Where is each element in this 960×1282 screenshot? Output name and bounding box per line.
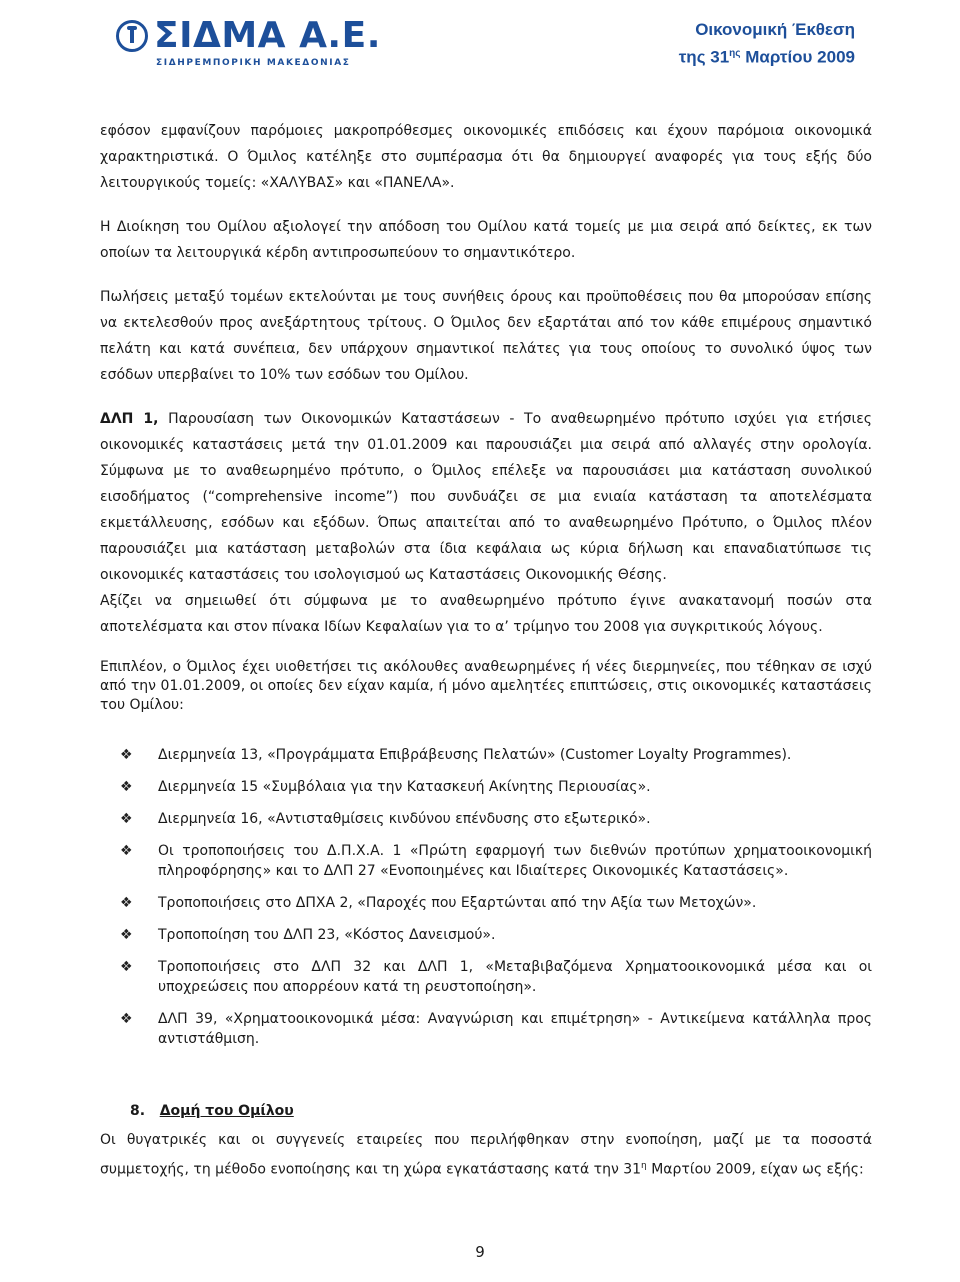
paragraph-management: Η Διοίκηση του Ομίλου αξιολογεί την απόδοση του Ομίλου κατά τομείς με μια σειρά από δείκτες, εκ των οποίων τα λειτουργικά κέρδη αντιπροσωπεύουν το σημαντικότερο. [100, 219, 872, 261]
paragraph-intersegment-sales: Πωλήσεις μεταξύ τομέων εκτελούνται με τους συνήθεις όρους και προϋποθέσεις που θα μπορούσαν επίσης να εκτελεσθούν προς ανεξάρτητους τρίτους. Ο Όμιλος δεν εξαρτάται από τον κάθε επιμέρους σημαντικό πελάτη και κατά συνέπεια, δεν υπάρχουν σημαντικοί πελάτες για τους οποίους το συνολικό ύψος των εσόδων υπερβαίνει το 10% των εσόδων του Ομίλου. [100, 289, 872, 383]
ias1-label: ΔΛΠ 1, [100, 411, 159, 427]
paragraph-ias1: ΔΛΠ 1, Παρουσίαση των Οικονομικών Καταστάσεων - Το αναθεωρημένο πρότυπο ισχύει για ετήσιες οικονομικές καταστάσεις μετά την 01.01.2009 και παρουσιάζει μια σειρά από αλλαγές στην ορολογία. Σύμφωνα με το αναθεωρημένο πρότυπο, ο Όμιλος επέλεξε να παρουσιάσει μια κατάσταση συνολικού εισοδήματος (“comprehensive income”) που συνδυάζει σε μια ενιαία κατάσταση τα αποτελέσματα εκμετάλλευσης, εσόδων και εξόδων. Όπως απαιτείται από το αναθεωρημένο Πρότυπο, ο Όμιλος πλέον παρουσιάζει μια κατάσταση μεταβολών στα ίδια κεφάλαια ως κύρια δήλωση και επαναδιατύπωσε τις οικονομικές καταστάσεις του ισολογισμού ως Καταστάσεις Οικονομικής Θέσης. [100, 411, 872, 583]
list-item: ❖ Διερμηνεία 13, «Προγράμματα Επιβράβευσης Πελατών» (Customer Loyalty Programmes). [120, 747, 792, 763]
interpretations-list [100, 745, 872, 1049]
paragraph-reclassification: Αξίζει να σημειωθεί ότι σύμφωνα με το αναθεωρημένο πρότυπο έγινε ανακατανομή ποσών στα αποτελέσματα και στον πίνακα Ιδίων Κεφαλαίων για το α’ τρίμηνο του 2008 για συγκριτικούς λόγους. [100, 593, 872, 635]
list-item: ❖ Τροποποίηση του ΔΛΠ 23, «Κόστος Δανεισμού». [120, 927, 496, 943]
report-header [679, 18, 855, 70]
diamond-bullet-icon: ❖ [120, 747, 133, 763]
report-date: της $31^{\eta\varsigma}$ Μαρτίου 2009 [678, 47, 855, 67]
report-title: Οικονομική Έκθεση [695, 20, 855, 39]
diamond-bullet-icon: ❖ [120, 927, 133, 943]
logo-tagline: ΣΙΔΗΡΕΜΠΟΡΙΚΗ ΜΑΚΕΔΟΝΙΑΣ [156, 58, 351, 68]
list-item: ❖ Τροποποιήσεις στο ΔΛΠ 32 και ΔΛΠ 1, «Μεταβιβαζόμενα Χρηματοοικονομικά μέσα και οι υποχρεώσεις που απορρέουν κατά τη ρευστοποίηση». [120, 959, 872, 995]
company-logo [116, 15, 381, 72]
list-item: ❖ Διερμηνεία 15 «Συμβόλαια για την Κατασκευή Ακίνητης Περιουσίας». [120, 779, 651, 795]
logo-emblem-icon [116, 20, 148, 52]
logo-brand: ΣΙΔΜΑ Α.Ε. [154, 15, 381, 56]
list-item: ❖ ΔΛΠ 39, «Χρηματοοικονομικά μέσα: Αναγνώριση και επιμέτρηση» - Αντικείμενα κατάλληλα προς αντιστάθμιση. [120, 1011, 872, 1047]
list-item: ❖ Διερμηνεία 16, «Αντισταθμίσεις κινδύνου επένδυσης στο εξωτερικό». [120, 811, 651, 827]
diamond-bullet-icon: ❖ [120, 1011, 133, 1027]
diamond-bullet-icon: ❖ [120, 959, 133, 975]
diamond-bullet-icon: ❖ [120, 895, 133, 911]
body-content [100, 118, 872, 1183]
list-item: ❖ Οι τροποποιήσεις του Δ.Π.Χ.Α. 1 «Πρώτη εφαρμογή των διεθνών προτύπων χρηματοοικονομική πληροφόρησης» και το ΔΛΠ 27 «Ενοποιημένες και Ιδιαίτερες Οικονομικές Καταστάσεις». [120, 843, 872, 879]
paragraph-group-structure: Οι θυγατρικές και οι συγγενείς εταιρείες που περιλήφθηκαν στην ενοποίηση, μαζί με τα ποσοστά συμμετοχής, τη μέθοδο ενοποίησης και τη χώρα εγκατάστασης κατά την $31^\eta$ Μαρτίου 2009, είχαν ως εξής: [100, 1132, 872, 1178]
diamond-bullet-icon: ❖ [120, 843, 133, 859]
list-item: ❖ Τροποποιήσεις στο ΔΠΧΑ 2, «Παροχές που Εξαρτώνται από την Αξία των Μετοχών». [120, 895, 757, 911]
diamond-bullet-icon: ❖ [120, 811, 133, 827]
paragraph-new-interpretations: Επιπλέον, ο Όμιλος έχει υιοθετήσει τις ακόλουθες αναθεωρημένες ή νέες διερμηνείες, που τέθηκαν σε ισχύ από την 01.01.2009, οι οποίες δεν είχαν καμία, ή μόνο αμελητέες επιπτώσεις, στις οικονομικές καταστάσεις του Ομίλου: [100, 659, 872, 713]
paragraph-segments: εφόσον εμφανίζουν παρόμοιες μακροπρόθεσμες οικονομικές επιδόσεις και έχουν παρόμοια οικονομικά χαρακτηριστικά. Ο Όμιλος κατέληξε στο συμπέρασμα ότι θα δημιουργεί αναφορές για τους εξής δύο λειτουργικούς τομείς: «ΧΑΛΥΒΑΣ» και «ΠΑΝΕΛΑ». [100, 123, 872, 191]
diamond-bullet-icon: ❖ [120, 779, 133, 795]
page-number: 9 [475, 1243, 485, 1261]
section-heading: 8. Δομή του Ομίλου [130, 1103, 294, 1119]
